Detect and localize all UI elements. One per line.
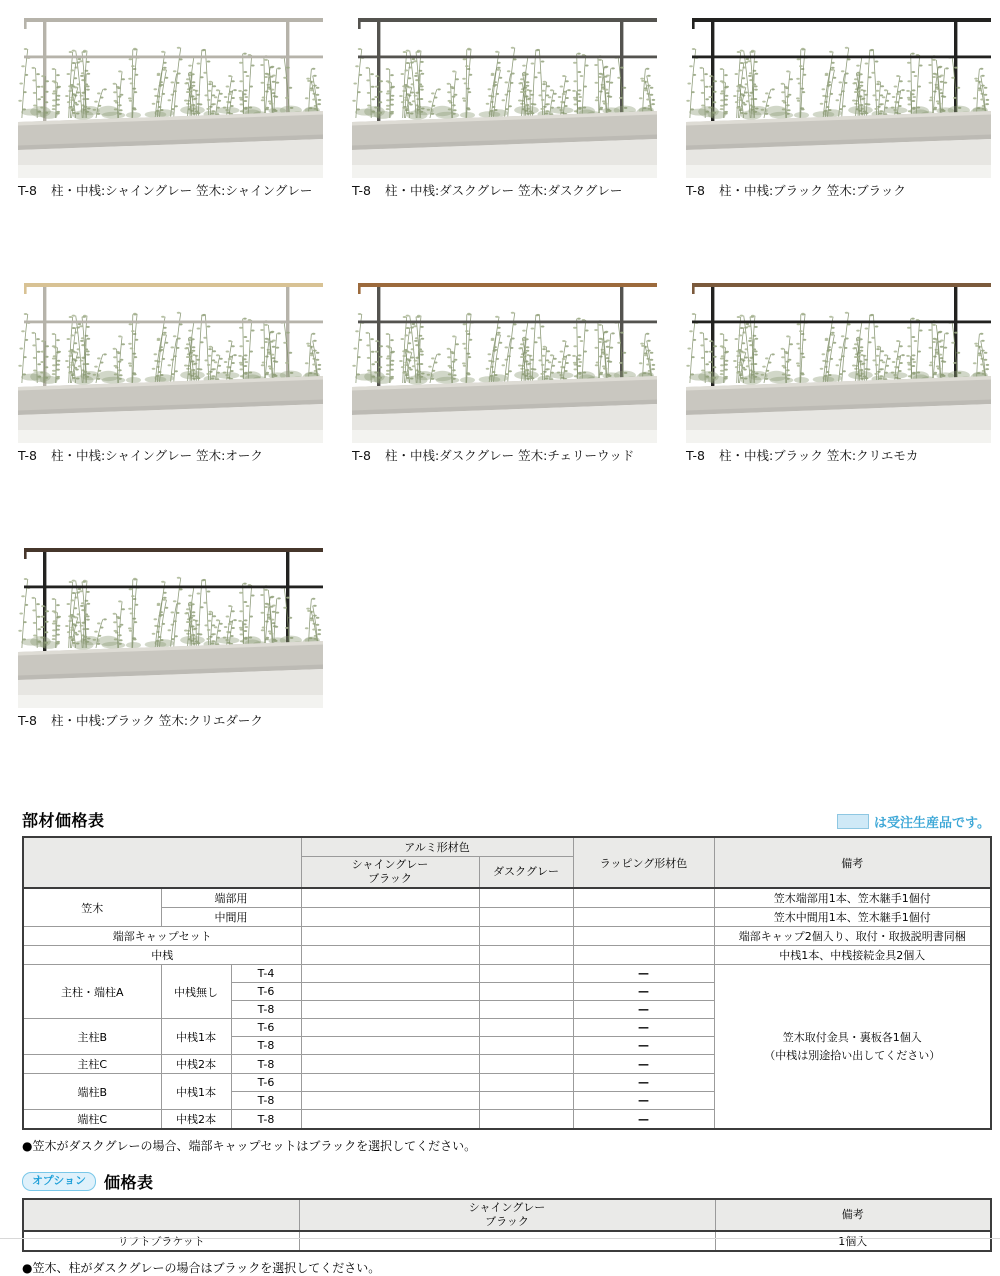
th-wrapping-color: ラッピング形材色 [573,837,714,888]
wrapping-cell [573,927,714,946]
wrapping-dash-cell: — [573,1019,714,1037]
table-row [23,927,991,946]
product-model: T-8 [18,713,37,728]
option-section-header [22,1170,990,1193]
price-cell [301,1074,479,1092]
row-label-end-c: 端柱C [23,1110,161,1130]
row-label-kasagi: 笠木 [23,888,161,927]
th-shine-gray-black: シャイングレー ブラック [301,857,479,889]
parts-table-title: 部材価格表 [22,811,105,830]
price-cell [301,946,479,965]
price-cell [479,1074,573,1092]
product-spec: 柱・中桟:ブラック 笠木:クリエダーク [50,713,263,728]
price-tables-section [22,808,990,1276]
product-caption [352,183,657,198]
made-to-order-label: は受注生産品です。 [874,816,990,831]
size-cell: T-8 [231,1092,301,1110]
corner-header-cell [23,1199,299,1231]
fence-product-illustration [18,8,323,178]
product-spec: 柱・中桟:シャイングレー 笠木:オーク [50,448,263,463]
price-cell [479,983,573,1001]
wrapping-dash-cell: — [573,983,714,1001]
row-label-post-b: 主柱B [23,1019,161,1055]
remark-cell: 1個入 [715,1231,991,1251]
parts-table-note: ●笠木がダスクグレーの場合、端部キャップセットはブラックを選択してください。 [22,1139,477,1153]
fence-mid-rail [24,586,323,589]
fence-product-illustration [686,273,991,443]
table-row [23,908,991,927]
row-label-post-a: 主柱・端柱A [23,965,161,1019]
product-caption [18,448,323,463]
option-table-note: ●笠木、柱がダスクグレーの場合はブラックを選択してください。 [22,1261,381,1275]
product-caption [352,448,657,463]
wrapping-dash-cell: — [573,1074,714,1092]
row-label-cap-set: 端部キャップセット [23,927,301,946]
option-table-title: 価格表 [104,1173,154,1192]
wrapping-cell [573,888,714,908]
row-label-no-rail: 中桟無し [161,965,231,1019]
parts-table-header-row [22,808,990,831]
price-cell [479,888,573,908]
product-spec: 柱・中桟:ダスクグレー 笠木:ダスクグレー [384,183,623,198]
fence-mid-rail [692,56,991,59]
price-cell [301,1055,479,1074]
price-cell [301,1019,479,1037]
th-remarks: 備考 [714,837,991,888]
fence-cap-rail [24,283,323,287]
fence-mid-rail [358,321,657,324]
fence-cap-rail [24,18,323,22]
product-card [18,8,323,198]
wrapping-dash-cell: — [573,1055,714,1074]
price-cell [479,927,573,946]
price-cell [299,1231,715,1251]
product-spec: 柱・中桟:ダスクグレー 笠木:チェリーウッド [384,448,635,463]
product-model: T-8 [18,183,37,198]
price-cell [301,908,479,927]
row-label-kasagi-end: 端部用 [161,888,301,908]
row-label-rail1: 中桟1本 [161,1074,231,1110]
size-cell: T-8 [231,1037,301,1055]
price-cell [479,946,573,965]
price-cell [479,1092,573,1110]
option-badge: オプション [22,1172,96,1190]
fence-cap-rail [24,548,323,552]
size-cell: T-6 [231,983,301,1001]
product-caption [18,713,323,728]
price-cell [301,965,479,983]
product-caption [686,448,991,463]
fence-product-illustration [18,273,323,443]
th-dusk-gray: ダスクグレー [479,857,573,889]
corner-header-cell [23,837,301,888]
wrapping-dash-cell: — [573,1037,714,1055]
product-card [18,538,323,728]
size-cell: T-6 [231,1019,301,1037]
product-card [686,273,991,463]
product-model: T-8 [352,183,371,198]
price-cell [301,927,479,946]
product-card [686,8,991,198]
wrapping-cell [573,946,714,965]
size-cell: T-4 [231,965,301,983]
fence-product-illustration [686,8,991,178]
fence-cap-rail [358,18,657,22]
table-row [23,965,991,983]
th-remarks: 備考 [715,1199,991,1231]
fence-product-illustration [352,8,657,178]
remark-cell: 笠木端部用1本、笠木継手1個付 [714,888,991,908]
remark-cell-posts: 笠木取付金具・裏板各1個入 （中桟は別途拾い出してください） [714,965,991,1130]
price-cell [301,1001,479,1019]
price-cell [301,1092,479,1110]
row-label-rail2: 中桟2本 [161,1055,231,1074]
th-shine-gray-black: シャイングレー ブラック [299,1199,715,1231]
price-cell [479,1055,573,1074]
price-cell [301,1110,479,1130]
made-to-order-swatch [837,814,869,829]
fence-cap-rail [692,18,991,22]
product-card [352,273,657,463]
product-model: T-8 [18,448,37,463]
product-card [352,8,657,198]
row-label-end-b: 端柱B [23,1074,161,1110]
price-cell [479,1019,573,1037]
wrapping-dash-cell: — [573,1092,714,1110]
price-cell [301,1037,479,1055]
product-model: T-8 [686,183,705,198]
product-spec: 柱・中桟:ブラック 笠木:ブラック [718,183,906,198]
remark-cell: 中桟1本、中桟接続金具2個入 [714,946,991,965]
fence-mid-rail [24,321,323,324]
fence-product-illustration [352,273,657,443]
fence-mid-rail [24,56,323,59]
price-cell [301,983,479,1001]
parts-price-table [22,836,992,1130]
price-cell [479,908,573,927]
price-cell [479,965,573,983]
product-spec: 柱・中桟:シャイングレー 笠木:シャイングレー [50,183,313,198]
row-label-kasagi-mid: 中間用 [161,908,301,927]
price-cell [301,888,479,908]
table-row [23,946,991,965]
size-cell: T-8 [231,1001,301,1019]
size-cell: T-8 [231,1110,301,1130]
price-cell [479,1110,573,1130]
table-row [23,1231,991,1251]
wrapping-cell [573,908,714,927]
wrapping-dash-cell: — [573,1110,714,1130]
product-caption [18,183,323,198]
product-card [18,273,323,463]
remark-cell: 笠木中間用1本、笠木継手1個付 [714,908,991,927]
row-label-post-c: 主柱C [23,1055,161,1074]
table-row [23,888,991,908]
row-label-rail1: 中桟1本 [161,1019,231,1055]
row-label-nakasan: 中桟 [23,946,301,965]
product-model: T-8 [686,448,705,463]
wrapping-dash-cell: — [573,965,714,983]
made-to-order-legend [837,812,990,831]
product-model: T-8 [352,448,371,463]
product-caption [686,183,991,198]
row-label-rail2: 中桟2本 [161,1110,231,1130]
fence-mid-rail [358,56,657,59]
price-cell [479,1001,573,1019]
row-label-lift-bracket: リフトブラケット [23,1231,299,1251]
fence-product-illustration [18,538,323,708]
size-cell: T-6 [231,1074,301,1092]
price-cell [479,1037,573,1055]
th-aluminum-color-group: アルミ形材色 [301,837,573,857]
fence-cap-rail [692,283,991,287]
remark-cell: 端部キャップ2個入り、取付・取扱説明書同梱 [714,927,991,946]
page-bottom-divider [0,1238,1000,1239]
fence-cap-rail [358,283,657,287]
fence-mid-rail [692,321,991,324]
size-cell: T-8 [231,1055,301,1074]
product-spec: 柱・中桟:ブラック 笠木:クリエモカ [718,448,919,463]
wrapping-dash-cell: — [573,1001,714,1019]
